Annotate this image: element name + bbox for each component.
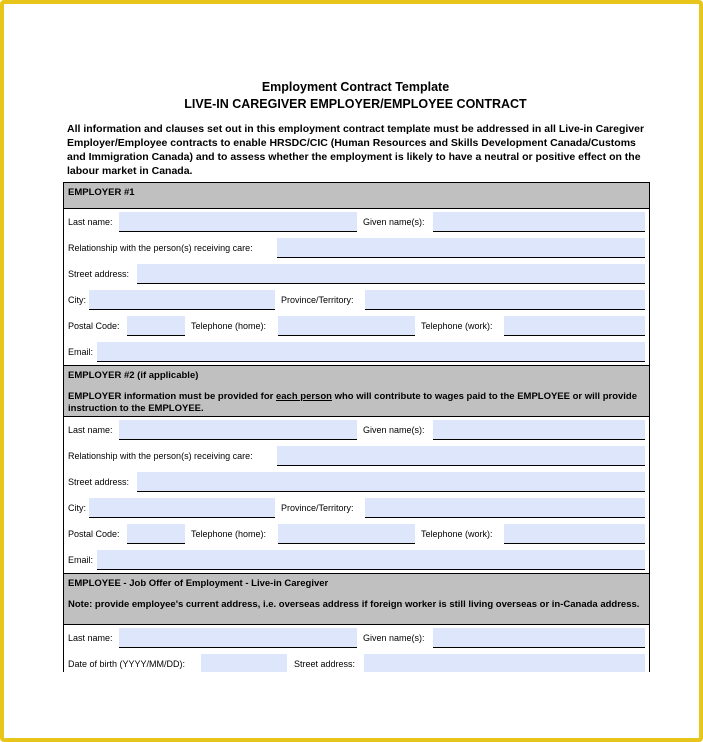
employer2-phone-row <box>64 521 649 547</box>
employer1-city-field[interactable] <box>89 290 275 310</box>
employer2-given-names-field[interactable] <box>433 420 645 440</box>
employer2-email-field[interactable] <box>97 550 645 570</box>
employer1-street-field[interactable] <box>137 264 645 284</box>
employer1-given-names-field[interactable] <box>433 212 645 232</box>
employee-header <box>64 573 649 625</box>
employer2-last-name-field[interactable] <box>119 420 357 440</box>
province-label: Province/Territory: <box>281 503 354 513</box>
employer2-province-field[interactable] <box>365 498 645 518</box>
last-name-label: Last name: <box>68 425 113 435</box>
employer2-header-text: EMPLOYER #2 (if applicable) <box>68 370 199 381</box>
employer2-street-row <box>64 469 649 495</box>
employer2-note: EMPLOYER information must be provided for each person who will contribute to wages paid to the EMPLOYEE or will provide instruction to the EMPLOYEE. <box>68 391 638 414</box>
employer2-city-field[interactable] <box>89 498 275 518</box>
employer1-province-field[interactable] <box>365 290 645 310</box>
employer2-header <box>64 365 649 417</box>
employer1-relationship-row <box>64 235 649 261</box>
relationship-label: Relationship with the person(s) receiving care: <box>68 243 253 253</box>
relationship-label: Relationship with the person(s) receiving care: <box>68 451 253 461</box>
street-label: Street address: <box>294 659 356 669</box>
employee-dob-row <box>64 651 649 672</box>
employer2-email-row <box>64 547 649 573</box>
postal-label: Postal Code: <box>68 321 120 331</box>
given-names-label: Given name(s): <box>363 217 425 227</box>
intro-paragraph: All information and clauses set out in this employment contract template must be addressed in all Live-in Caregiver Employer/Employee contracts to enable HRSDC/CIC (Human Resources and Skills Development Canada/Customs and Immigration Canada) and to assess whether the employment is likely to have a neutral or positive effect on the labour market in Canada. <box>67 123 645 177</box>
last-name-label: Last name: <box>68 633 113 643</box>
employee-last-name-field[interactable] <box>119 628 357 648</box>
employer2-tel-home-field[interactable] <box>278 524 415 544</box>
employer1-street-row <box>64 261 649 287</box>
employer1-relationship-field[interactable] <box>277 238 645 258</box>
employee-street-field[interactable] <box>364 654 645 672</box>
employee-note: Note: provide employee's current address, i.e. overseas address if foreign worker is still living overseas or in-Canada address. <box>68 599 640 610</box>
employee-given-names-field[interactable] <box>433 628 645 648</box>
employer1-tel-work-field[interactable] <box>504 316 645 336</box>
employer2-relationship-row <box>64 443 649 469</box>
employer1-email-row <box>64 339 649 365</box>
employer2-name-row <box>64 417 649 443</box>
employer2-city-row <box>64 495 649 521</box>
employer1-header <box>64 183 649 209</box>
document-title: Employment Contract Template <box>261 80 450 94</box>
city-label: City: <box>68 295 86 305</box>
given-names-label: Given name(s): <box>363 633 425 643</box>
province-label: Province/Territory: <box>281 295 354 305</box>
contract-form <box>63 182 650 672</box>
employer1-name-row <box>64 209 649 235</box>
tel-work-label: Telephone (work): <box>421 529 493 539</box>
email-label: Email: <box>68 555 94 565</box>
street-label: Street address: <box>68 269 130 279</box>
given-names-label: Given name(s): <box>363 425 425 435</box>
street-label: Street address: <box>68 477 130 487</box>
employer1-tel-home-field[interactable] <box>278 316 415 336</box>
postal-label: Postal Code: <box>68 529 120 539</box>
employer1-email-field[interactable] <box>97 342 645 362</box>
last-name-label: Last name: <box>68 217 113 227</box>
dob-label: Date of birth (YYYY/MM/DD): <box>68 659 186 669</box>
document-subtitle: LIVE-IN CAREGIVER EMPLOYER/EMPLOYEE CONTRACT <box>184 97 527 111</box>
employer1-last-name-field[interactable] <box>119 212 357 232</box>
employee-name-row <box>64 625 649 651</box>
tel-work-label: Telephone (work): <box>421 321 493 331</box>
employer1-header-text: EMPLOYER #1 <box>68 187 135 198</box>
employee-dob-field[interactable] <box>201 654 287 672</box>
employer1-city-row <box>64 287 649 313</box>
employee-header-text: EMPLOYEE - Job Offer of Employment - Live-in Caregiver <box>68 578 329 589</box>
employer2-relationship-field[interactable] <box>277 446 645 466</box>
employer1-postal-field[interactable] <box>127 316 185 336</box>
employer2-street-field[interactable] <box>137 472 645 492</box>
employer1-phone-row <box>64 313 649 339</box>
tel-home-label: Telephone (home): <box>191 529 267 539</box>
email-label: Email: <box>68 347 94 357</box>
employer2-postal-field[interactable] <box>127 524 185 544</box>
city-label: City: <box>68 503 86 513</box>
employer2-tel-work-field[interactable] <box>504 524 645 544</box>
tel-home-label: Telephone (home): <box>191 321 267 331</box>
